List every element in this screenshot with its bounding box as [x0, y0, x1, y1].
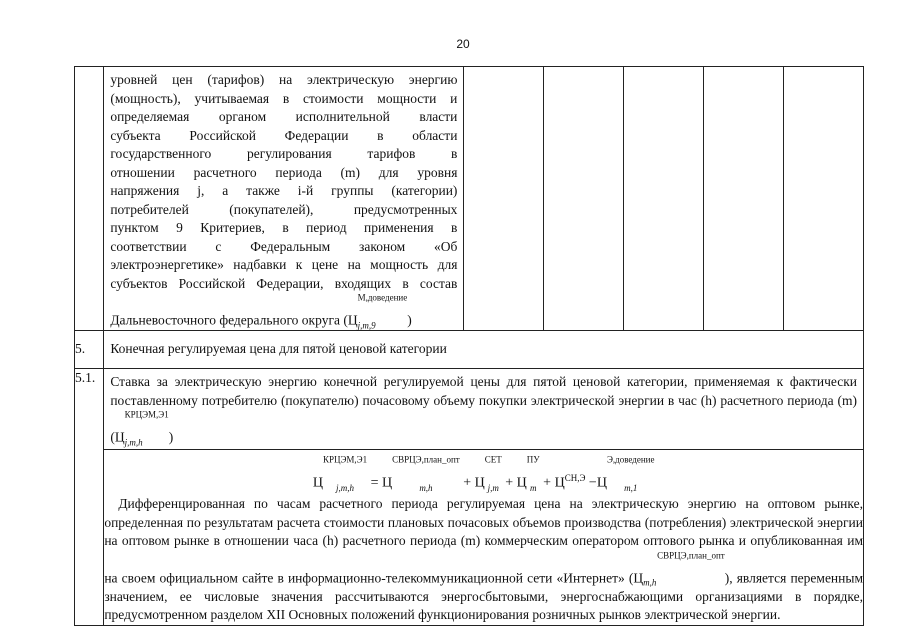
- paragraph-part1: Дифференцированная по часам расчетного периода регулируемая цена на электрическую энергию на оптовом рынке, определенная по результатам расчета стоимости плановых почасовых объемов производства (потребления) электрической энергии на оптовом рынке в отношении часа (h) расчетного периода (m) коммерческим оператором оптового рынка и опубликованная им на своем официальном сайте в информационно-телекоммуникационной сети «Интернет» (Ц: [104, 496, 863, 585]
- symbol-sup: СВРЦЭ,план_опт: [657, 550, 725, 560]
- text-line: государственного регулирования тарифов в: [110, 146, 458, 161]
- formula-sup: Э,доведение: [606, 454, 655, 465]
- row-5-1-formula: [75, 450, 864, 626]
- formula: [104, 450, 863, 495]
- text-line: напряжения j, а также i-й группы (категории): [110, 183, 458, 198]
- symbol-sub: j,m,h: [124, 437, 143, 448]
- close-paren: ): [407, 312, 412, 328]
- document-table: [74, 66, 864, 626]
- row-title: Конечная регулируемая цена для пятой ценовой категории: [104, 331, 864, 369]
- row-title-text: [110, 373, 857, 447]
- row-5: [75, 331, 864, 369]
- row-title-body: Ставка за электрическую энергию конечной регулируемой цены для пятой ценовой категории, применяемая к фактически поставленному потребителю (покупателю) почасовому объему покупки электрической энергии в час (h) расчетного периода (m) (Ц: [110, 374, 857, 445]
- row-text-cell: [104, 67, 464, 331]
- last-line-text: Дальневосточного федерального округа (Ц: [110, 312, 358, 328]
- text-line: соответствии с Федеральным законом «Об: [110, 238, 458, 254]
- formula-term: Ц: [382, 475, 393, 491]
- formula-term: Ц: [516, 475, 527, 491]
- text-line: потребителей (покупателей), предусмотренных: [110, 201, 458, 217]
- empty-cell: [704, 67, 784, 331]
- text-line: отношении расчетного периода (m) для уровня: [110, 164, 458, 180]
- formula-sup: КРЦЭМ,Э1: [322, 454, 368, 465]
- empty-cell: [624, 67, 704, 331]
- text-line: (мощность), учитываемая в стоимости мощности и: [110, 90, 458, 106]
- formula-term: Ц: [474, 475, 485, 491]
- empty-cell: [784, 67, 864, 331]
- row-5-1: [75, 369, 864, 450]
- formula-sup: СЕТ: [484, 454, 502, 465]
- formula-operator: +: [463, 475, 475, 491]
- text-line: электроэнергетике» надбавки к цене на мощность для: [110, 257, 458, 272]
- formula-operator: =: [370, 475, 383, 491]
- empty-cell: [464, 67, 544, 331]
- text-line: пунктом 9 Критериев, в период применения в: [110, 220, 458, 235]
- formula-sub: m: [529, 482, 537, 493]
- close-paren: ): [168, 429, 174, 445]
- text-line: субъектов Российской Федерации, входящих в состав: [110, 275, 458, 291]
- symbol-sub: m,h: [643, 577, 657, 588]
- row-continuation: [75, 67, 864, 331]
- empty-cell: [544, 67, 624, 331]
- text-line: уровней цен (тарифов) на электрическую энергию: [110, 72, 458, 87]
- formula-sup: СВРЦЭ,план_опт: [392, 454, 460, 465]
- formula-term: Ц: [554, 475, 565, 491]
- formula-term: Ц: [312, 475, 323, 491]
- formula-sub: j,m,h: [336, 482, 355, 493]
- symbol-sup: М,доведение: [357, 292, 408, 303]
- row-title-cell: [104, 369, 864, 450]
- formula-sub: j,m: [487, 482, 499, 493]
- formula-operator: +: [543, 475, 555, 491]
- formula-term: Ц: [596, 475, 607, 491]
- paragraph-part2: ), является переменным значением, ее числовые значения рассчитываются энергосбытовыми, энергоснабжающими организациями в порядке, предусмотренном разделом XII Основных положений функционирования розничных рынков электрической энергии.: [104, 570, 863, 622]
- symbol-sub: j,m,9: [357, 320, 376, 331]
- continued-text: [104, 67, 463, 330]
- row-number: 5.1.: [75, 369, 104, 626]
- formula-sub: m,h: [419, 482, 433, 493]
- formula-operator: +: [505, 475, 517, 491]
- row-number: 5.: [75, 331, 104, 369]
- formula-operator: −: [588, 475, 597, 491]
- explanation-paragraph: [104, 495, 863, 625]
- text-line: определяемая органом исполнительной власти: [110, 109, 458, 124]
- page-number: 20: [456, 37, 470, 51]
- formula-cell: [104, 450, 864, 626]
- formula-sup: СН,Э: [564, 472, 586, 483]
- text-line-last: [110, 293, 457, 330]
- row-num-cell-empty: [75, 67, 104, 331]
- symbol-sup: КРЦЭМ,Э1: [124, 409, 169, 420]
- formula-sup: ПУ: [526, 454, 540, 465]
- formula-sub: m,1: [624, 482, 638, 493]
- text-line: субъекта Российской Федерации в области: [110, 127, 458, 143]
